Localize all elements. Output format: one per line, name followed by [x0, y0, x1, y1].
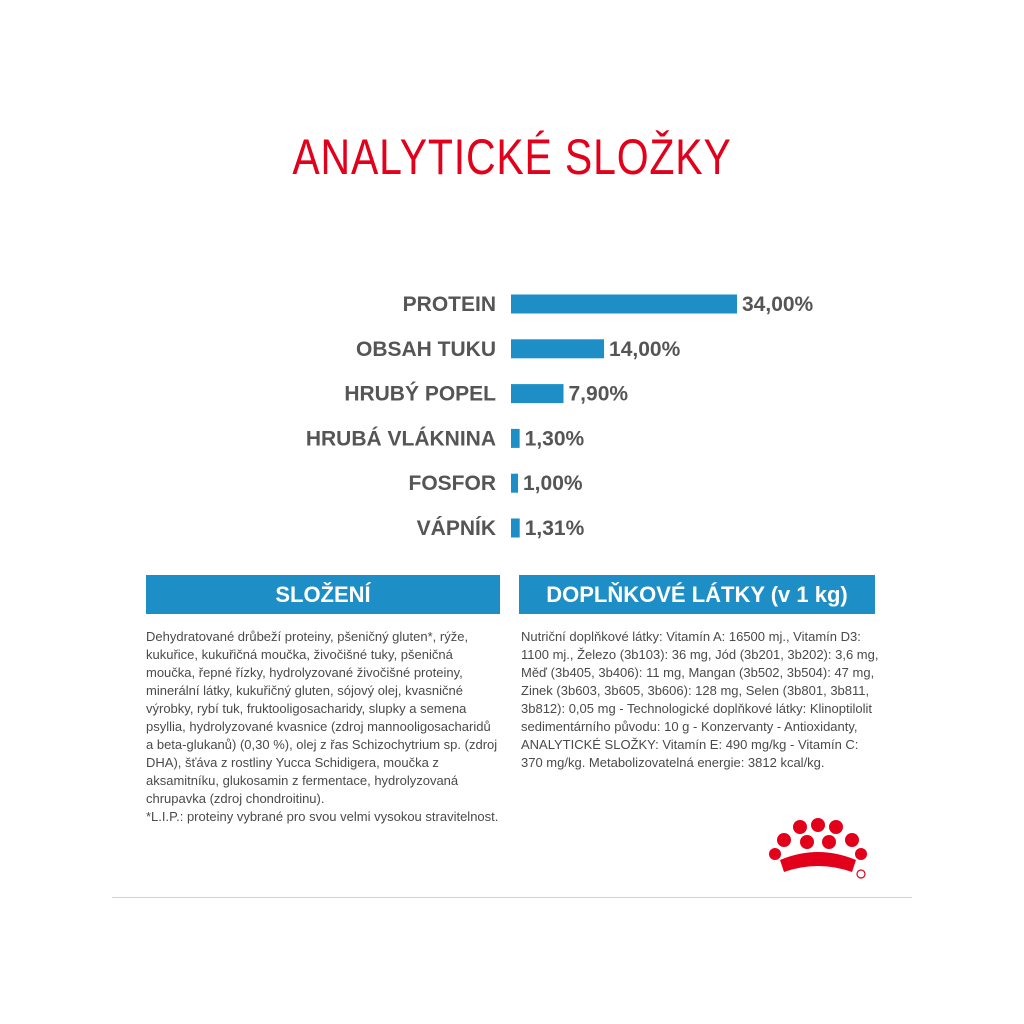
bar-value-label: 1,30% [524, 427, 585, 451]
nutrient-bar-chart [0, 270, 1024, 560]
crown-icon [768, 818, 868, 882]
bar-value-label: 34,00% [742, 293, 814, 316]
crown-dot [777, 833, 791, 847]
composition-text-body: Dehydratované drůbeží proteiny, pšeničný gluten*, rýže, kukuřice, kukuřičná moučka, živočišné tuky, pšeničná moučka, řepné řízky, hydrolyzované živočišné proteiny, minerální látky, kukuřičný gluten, sójový olej, kvasničné výrobky, rybí tuk, fruktooligosacharidy, slupky a semena psyllia, hydrolyzované kvasnice (zdroj mannooligosacharidů a beta-glukanů) (0,30 %), olej z řas Schizochytrium sp. (zdroj DHA), šťáva z rostliny Yucca Schidigera, moučka z aksamitníku, glukosamin z fermentace, hydrolyzovaná chrupavka (zdroj chondroitinu). *L.I.P.: proteiny vybrané pro svou velmi vysokou stravitelnost. [146, 629, 499, 824]
bar [511, 474, 518, 493]
divider [112, 897, 912, 898]
bar-value-label: 1,31% [524, 517, 585, 540]
crown-dot [811, 818, 825, 832]
crown-dot [829, 820, 843, 834]
bar-value-label: 14,00% [609, 337, 681, 361]
crown-dot [800, 835, 814, 849]
bar [511, 384, 564, 403]
crown-base [780, 852, 856, 872]
bars-group [306, 293, 814, 540]
bar-category-label: VÁPNÍK [416, 517, 496, 540]
crown-dot [793, 820, 807, 834]
crown-dot [822, 835, 836, 849]
composition-text [146, 628, 500, 826]
additives-text [521, 628, 881, 772]
bar-category-label: HRUBÁ VLÁKNINA [305, 427, 496, 451]
crown-dot [845, 833, 859, 847]
bar-value-label: 7,90% [568, 382, 629, 406]
bar [511, 339, 604, 358]
crown-dot [769, 848, 781, 860]
bar-value-label: 1,00% [523, 472, 583, 496]
bar-category-label: HRUBÝ POPEL [344, 382, 496, 406]
bar-category-label: PROTEIN [402, 293, 496, 316]
bar [511, 519, 520, 538]
page-title: ANALYTICKÉ SLOŽKY [292, 129, 732, 185]
bar-category-label: FOSFOR [408, 472, 496, 496]
additives-text-body: Nutriční doplňkové látky: Vitamín A: 16500 mj., Vitamín D3: 1100 mj., Železo (3b103): 36 mg, Jód (3b201, 3b202): 3,6 mg, Měď (3b405, 3b406): 11 mg, Mangan (3b502, 3b504): 47 mg, Zinek (3b603, 3b605, 3b606): 128 mg, Selen (3b801, 3b811, 3b812): 0,05 mg - Technologické doplňkové látky: Klinoptilolit sedimentárního původu: 10 g - Konzervanty - Antioxidanty, ANALYTICKÉ SLOŽKY: Vitamín E: 490 mg/kg - Vitamín C: 370 mg/kg. Metabolizovatelná energie: 3812 kcal/kg. [521, 629, 879, 770]
bar [511, 429, 520, 448]
bar [511, 295, 737, 314]
registered-mark [857, 870, 865, 878]
additives-header: DOPLŇKOVÉ LÁTKY (v 1 kg) [519, 575, 875, 614]
composition-header: SLOŽENÍ [146, 575, 500, 614]
crown-dot [855, 848, 867, 860]
bar-category-label: OBSAH TUKU [356, 337, 496, 361]
